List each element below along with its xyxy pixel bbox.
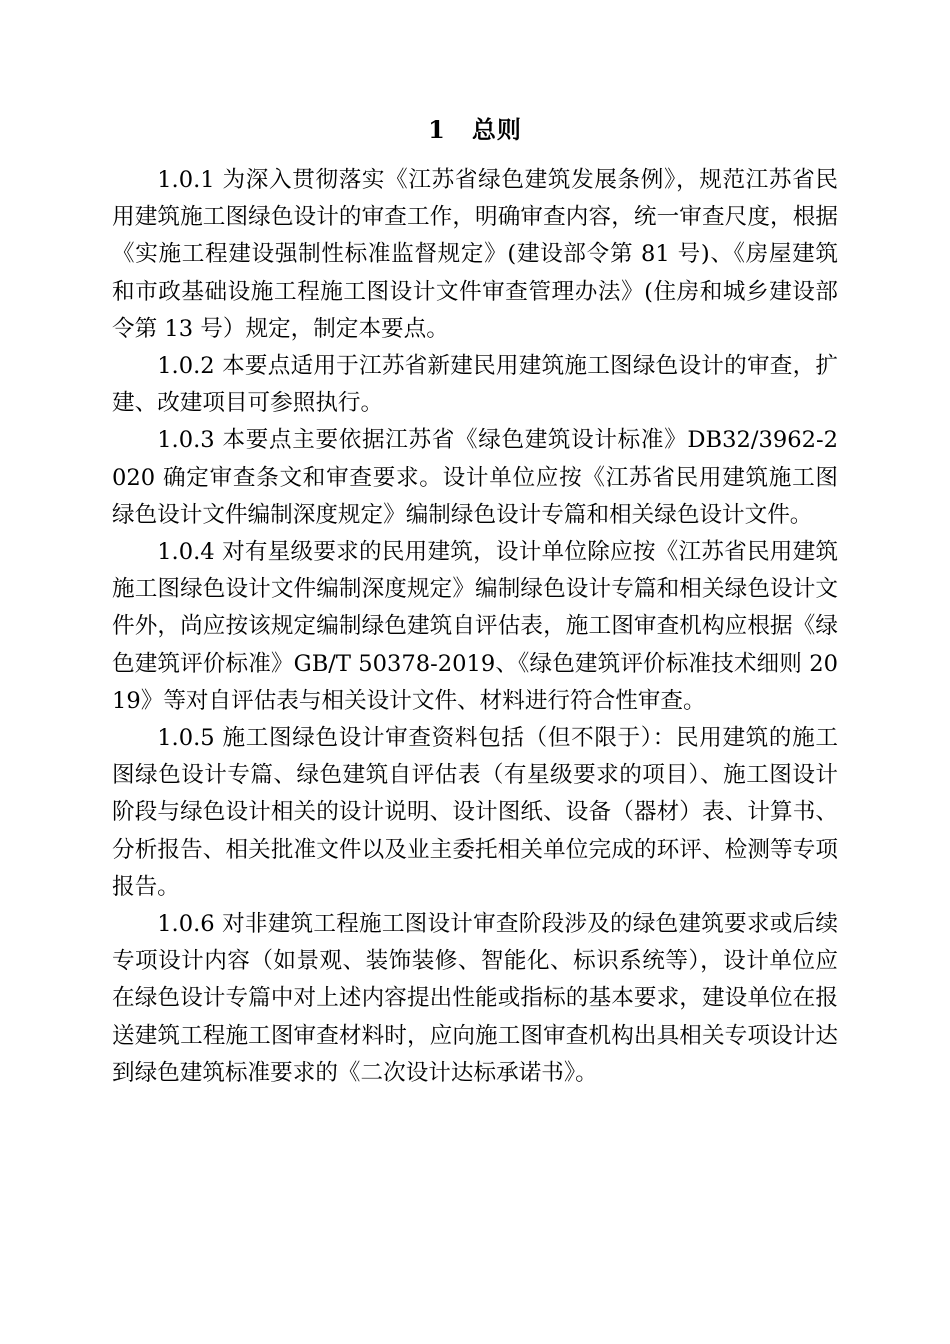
section-title [112,100,838,160]
clause-1-0-6: 1.0.6 对非建筑工程施工图设计审查阶段涉及的绿色建筑要求或后续专项设计内容（如景观、装饰装修、智能化、标识系统等），设计单位应在绿色设计专篇中对上述内容提出性能或指标的基本要求，建设单位在报送建筑工程施工图审查材料时，应向施工图审查机构出具相关专项设计达到绿色建筑标准要求的《二次设计达标承诺书》。 [112,911,838,1086]
clause-1-0-1: 1.0.1 为深入贯彻落实《江苏省绿色建筑发展条例》，规范江苏省民用建筑施工图绿色设计的审查工作，明确审查内容，统一审查尺度，根据《实施工程建设强制性标准监督规定》(建设部令第 81 号)、《房屋建筑和市政基础设施工程施工图设计文件审查管理办法》(住房和城乡建设部令第 13 号）规定，制定本要点。 [112,167,838,342]
clause-1-0-2: 1.0.2 本要点适用于江苏省新建民用建筑施工图绿色设计的审查，扩建、改建项目可参照执行。 [112,353,838,417]
clause-1-0-5: 1.0.5 施工图绿色设计审查资料包括（但不限于）：民用建筑的施工图绿色设计专篇、绿色建筑自评估表（有星级要求的项目）、施工图设计阶段与绿色设计相关的设计说明、设计图纸、设备（器材）表、计算书、分析报告、相关批准文件以及业主委托相关单位完成的环评、检测等专项报告。 [112,725,838,900]
document-page [112,100,838,1092]
section-number: 1 [428,115,446,144]
clause-1-0-4: 1.0.4 对有星级要求的民用建筑，设计单位除应按《江苏省民用建筑施工图绿色设计文件编制深度规定》编制绿色设计专篇和相关绿色设计文件外，尚应按该规定编制绿色建筑自评估表，施工图审查机构应根据《绿色建筑评价标准》GB/T 50378-2019、《绿色建筑评价标准技术细则 2019》等对自评估表与相关设计文件、材料进行符合性审查。 [112,539,838,714]
clause-1-0-3: 1.0.3 本要点主要依据江苏省《绿色建筑设计标准》DB32/3962-2020 确定审查条文和审查要求。设计单位应按《江苏省民用建筑施工图绿色设计文件编制深度规定》编制绿色设计专篇和相关绿色设计文件。 [112,427,838,528]
section-title-text: 总则 [471,115,522,144]
